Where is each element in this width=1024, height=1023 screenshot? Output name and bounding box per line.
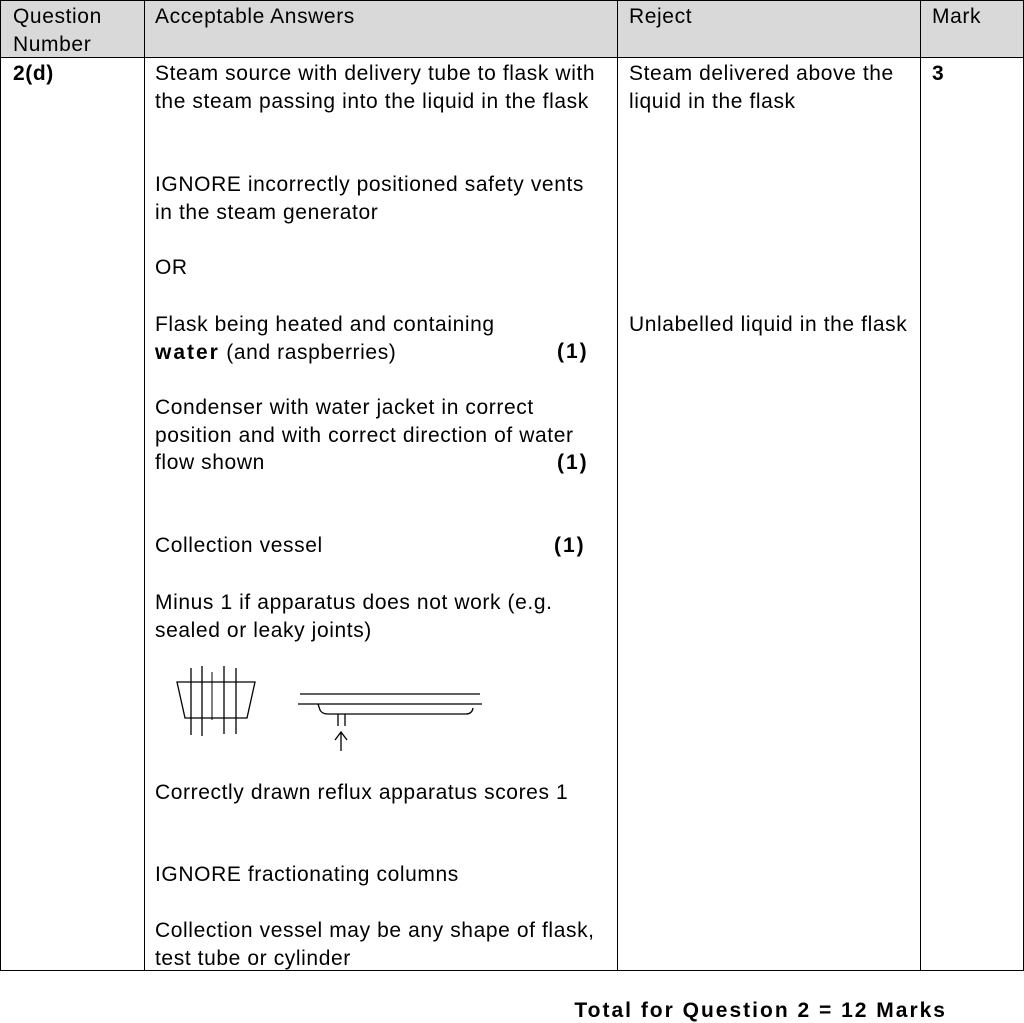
header-divider bbox=[0, 57, 1024, 58]
mark-value: 3 bbox=[932, 62, 945, 85]
table-left-border bbox=[0, 0, 1, 971]
answer-water-emphasis: water bbox=[155, 340, 220, 364]
apparatus-sketch bbox=[170, 660, 500, 760]
answer-flask-heated-line2 bbox=[155, 339, 605, 367]
mark-flask: (1) bbox=[557, 340, 589, 363]
answer-raspberries: (and raspberries) bbox=[219, 340, 397, 364]
header-question-number: Question Number bbox=[13, 5, 102, 56]
answer-ignore-vents: IGNORE incorrectly positioned safety vents in the steam generator bbox=[155, 173, 585, 224]
sketch-beaker bbox=[177, 682, 255, 718]
header-reject: Reject bbox=[629, 5, 693, 28]
column-divider-3 bbox=[920, 0, 921, 971]
answer-ignore-fractionating: IGNORE fractionating columns bbox=[155, 863, 459, 886]
header-acceptable-answers: Acceptable Answers bbox=[155, 5, 355, 28]
header-mark: Mark bbox=[932, 5, 982, 28]
answer-reflux: Correctly drawn reflux apparatus scores 1 bbox=[155, 781, 569, 804]
mark-collection-vessel: (1) bbox=[554, 534, 586, 557]
answer-steam-source: Steam source with delivery tube to flask with the steam passing into the liquid in the flask bbox=[155, 62, 596, 113]
answer-condenser: Condenser with water jacket in correct position and with correct direction of water flow shown bbox=[155, 396, 574, 474]
sketch-water-jacket bbox=[318, 704, 473, 714]
column-divider-1 bbox=[144, 0, 145, 971]
reject-unlabelled-liquid: Unlabelled liquid in the flask bbox=[629, 313, 908, 336]
column-divider-2 bbox=[617, 0, 618, 971]
answer-or: OR bbox=[155, 256, 188, 279]
question-number: 2(d) bbox=[13, 62, 54, 85]
answer-flask-heated bbox=[155, 311, 605, 366]
reject-steam-above: Steam delivered above the liquid in the flask bbox=[629, 62, 894, 113]
answer-flask-heated-line1: Flask being heated and containing bbox=[155, 313, 495, 336]
answer-minus-one: Minus 1 if apparatus does not work (e.g. sealed or leaky joints) bbox=[155, 591, 553, 642]
total-marks: Total for Question 2 = 12 Marks bbox=[574, 999, 947, 1022]
table-top-border bbox=[0, 0, 1024, 1]
answer-collection-shape: Collection vessel may be any shape of flask, test tube or cylinder bbox=[155, 919, 595, 970]
answer-collection-vessel: Collection vessel bbox=[155, 534, 323, 557]
mark-condenser: (1) bbox=[557, 451, 589, 474]
